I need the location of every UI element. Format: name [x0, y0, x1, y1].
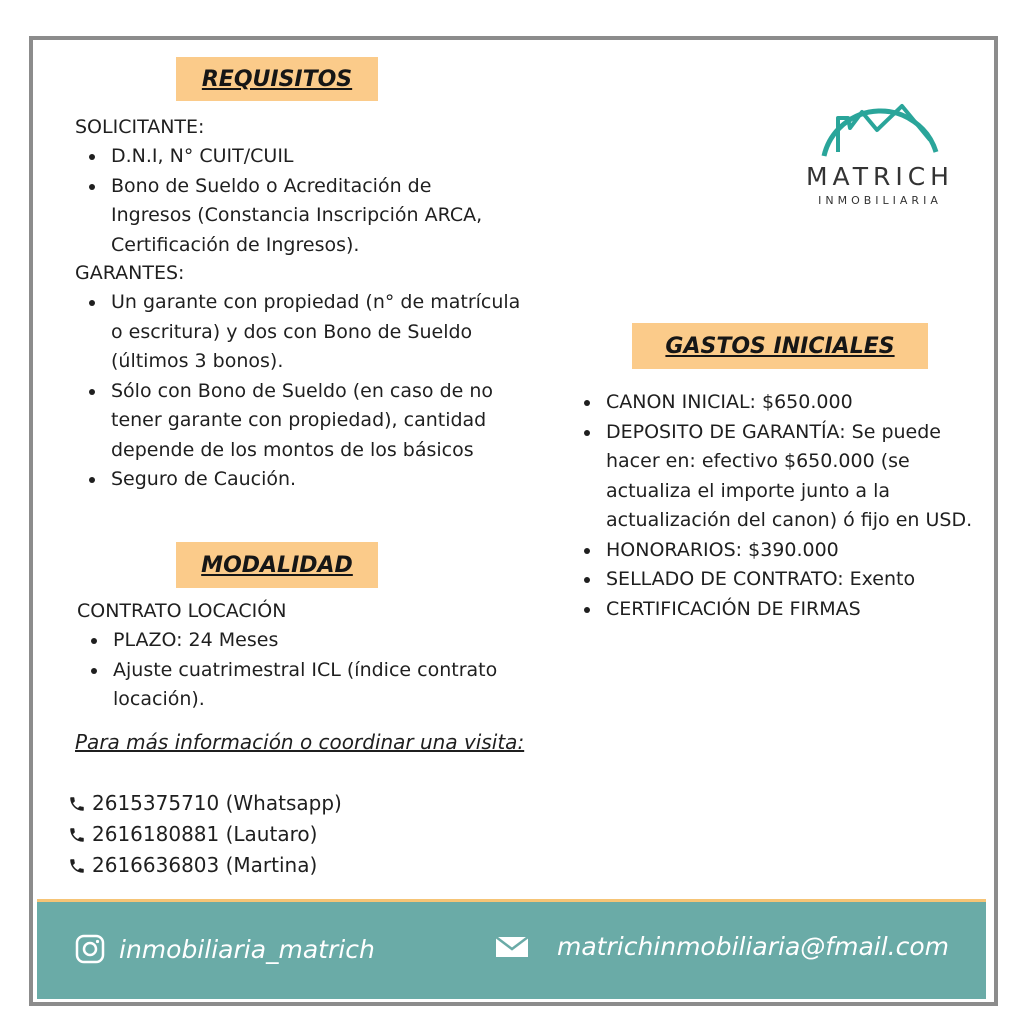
- garantes-label: GARANTES:: [75, 262, 185, 284]
- solicitante-label: SOLICITANTE:: [75, 116, 205, 138]
- logo-name: MATRICH: [805, 162, 954, 191]
- modalidad-heading: MODALIDAD: [176, 542, 378, 588]
- requisitos-heading: REQUISITOS: [176, 57, 378, 101]
- instagram-link[interactable]: [75, 934, 375, 964]
- list-item: CANON INICIAL: $650.000: [570, 388, 980, 418]
- contrato-label: CONTRATO LOCACIÓN: [77, 600, 287, 622]
- matrich-logo: [790, 90, 970, 230]
- house-roof-icon: [790, 90, 970, 165]
- list-item: D.N.I, N° CUIT/CUIL: [75, 142, 505, 172]
- instagram-handle: inmobiliaria_matrich: [119, 934, 375, 964]
- list-item: Seguro de Caución.: [75, 465, 525, 495]
- list-item: CERTIFICACIÓN DE FIRMAS: [570, 595, 980, 625]
- gastos-heading: GASTOS INICIALES: [632, 323, 928, 369]
- email-address: matrichinmobiliaria@fmail.com: [557, 932, 950, 961]
- contact-intro: Para más información o coordinar una visita:: [75, 730, 525, 754]
- phone-icon: [68, 826, 86, 844]
- email-link[interactable]: [495, 932, 949, 961]
- phone-icon: [68, 857, 86, 875]
- mail-icon: [495, 935, 529, 959]
- phone-whatsapp[interactable]: [68, 788, 342, 819]
- list-item: Sólo con Bono de Sueldo (en caso de no tener garante con propiedad), cantidad depende de los montos de los básicos: [75, 377, 525, 466]
- phone-number: 2616636803 (Martina): [92, 853, 318, 877]
- phone-lautaro[interactable]: [68, 819, 317, 850]
- footer-bar: [37, 899, 986, 999]
- list-item: Ajuste cuatrimestral ICL (índice contrato locación).: [77, 656, 567, 715]
- gastos-list: [570, 388, 980, 624]
- logo-subtitle: INMOBILIARIA: [818, 194, 942, 207]
- phone-martina[interactable]: [68, 850, 317, 881]
- garantes-list: [75, 288, 525, 495]
- instagram-icon: [75, 934, 105, 964]
- list-item: Bono de Sueldo o Acreditación de Ingresos (Constancia Inscripción ARCA, Certificación de Ingresos).: [75, 172, 505, 261]
- modalidad-list: [77, 626, 567, 715]
- phone-number: 2616180881 (Lautaro): [92, 822, 318, 846]
- solicitante-list: [75, 142, 505, 260]
- list-item: PLAZO: 24 Meses: [77, 626, 567, 656]
- list-item: SELLADO DE CONTRATO: Exento: [570, 565, 980, 595]
- phone-icon: [68, 795, 86, 813]
- list-item: DEPOSITO DE GARANTÍA: Se puede hacer en: efectivo $650.000 (se actualiza el importe junto a la actualización del canon) ó fijo en USD.: [570, 418, 980, 536]
- list-item: HONORARIOS: $390.000: [570, 536, 980, 566]
- phone-number: 2615375710 (Whatsapp): [92, 791, 342, 815]
- list-item: Un garante con propiedad (n° de matrícula o escritura) y dos con Bono de Sueldo (últimos 3 bonos).: [75, 288, 525, 377]
